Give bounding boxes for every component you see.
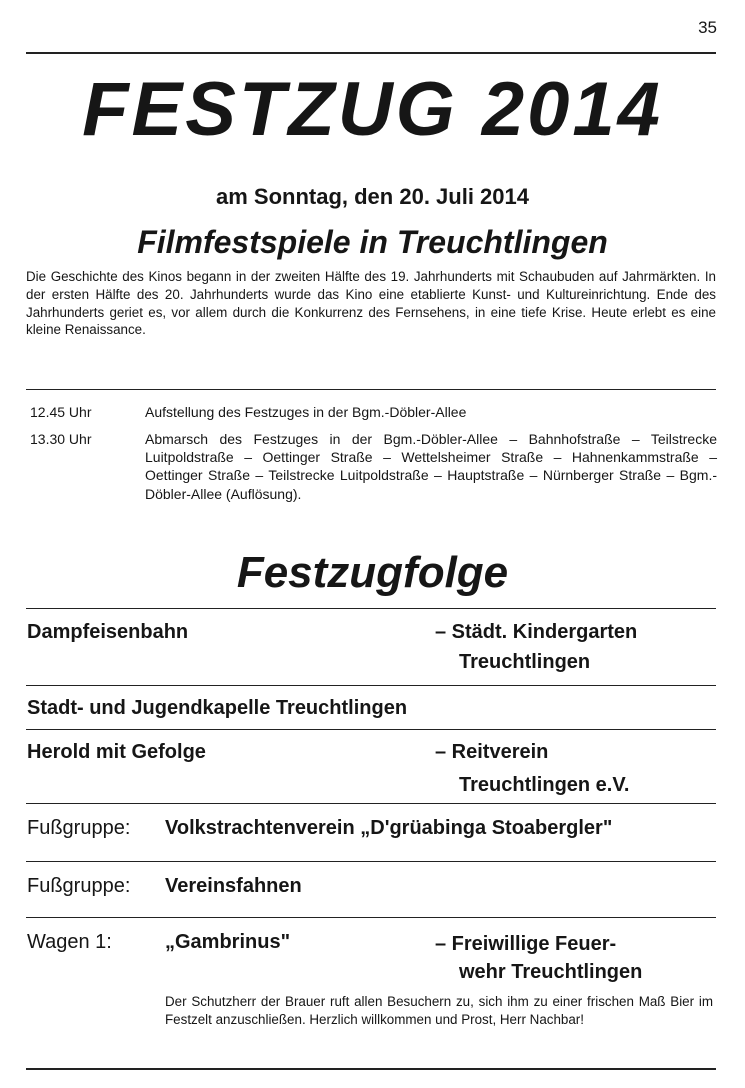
intro-paragraph: Die Geschichte des Kinos begann in der zweiten Hälfte des 19. Jahrhunderts mit Schaubuden auf Jahrmärkten. In der ersten Hälfte des 20. Jahrhunderts wurde das Kino eine etablierte Kunst- und Kultureinrichtung. Ende des Jahrhunderts geriet es, vor allem durch die Konkurrenz des Fernsehens, in eine tiefe Krise. Heute erlebt es eine kleine Renaissance. — [26, 269, 716, 338]
schedule-text: Abmarsch des Festzuges in der Bgm.-Döbler-Allee – Bahnhofstraße – Teilstrecke Luitpoldstraße – Oettinger Straße – Wettelsheimer Straße – Hahnenkammstraße – Oettinger Straße – Teilstrecke Luitpoldstraße – Hauptstraße – Nürnberger Straße – Bgm.-Döbler-Allee (Auflösung). — [145, 431, 717, 502]
festzugfolge-heading: Festzugfolge — [236, 548, 509, 597]
entry-sponsor: – Reitverein — [435, 741, 549, 763]
entry-name: Vereinsfahnen — [165, 875, 302, 897]
entry-name: Stadt- und Jugendkapelle Treuchtlingen — [27, 697, 408, 719]
rule — [26, 861, 716, 862]
entry-name: Dampfeisenbahn — [27, 621, 189, 643]
top-rule — [26, 52, 716, 54]
schedule-time: 13.30 Uhr — [30, 431, 92, 447]
schedule-time: 12.45 Uhr — [30, 404, 92, 420]
entry-sponsor: Treuchtlingen e.V. — [459, 774, 630, 796]
entry-sponsor: – Freiwillige Feuer- — [435, 933, 617, 955]
page-number: 35 — [698, 18, 717, 37]
entry-sponsor: – Städt. Kindergarten — [435, 621, 638, 643]
rule — [26, 917, 716, 918]
schedule-rule — [26, 389, 716, 390]
page-title: FESTZUG 2014 — [82, 67, 663, 152]
entry-label: Wagen 1: — [27, 931, 112, 953]
entry-sponsor: Treuchtlingen — [459, 651, 591, 673]
entry-label: Fußgruppe: — [27, 875, 131, 897]
entry-name: „Gambrinus" — [165, 931, 291, 953]
date-line: am Sonntag, den 20. Juli 2014 — [216, 184, 529, 209]
schedule-text: Aufstellung des Festzuges in der Bgm.-Döbler-Allee — [145, 404, 467, 420]
entry-name: Volkstrachtenverein „D'grüabinga Stoabergler" — [165, 817, 613, 839]
rule — [26, 685, 716, 686]
rule — [26, 608, 716, 609]
subtitle: Filmfestspiele in Treuchtlingen — [137, 224, 608, 260]
bottom-rule — [26, 1068, 716, 1070]
entry-sponsor: wehr Treuchtlingen — [459, 961, 643, 983]
entry-description: Der Schutzherr der Brauer ruft allen Besuchern zu, sich ihm zu einer frischen Maß Bier im Festzelt anzuschließen. Herzlich willkommen und Prost, Herr Nachbar! — [165, 994, 713, 1027]
rule — [26, 729, 716, 730]
entry-label: Fußgruppe: — [27, 817, 131, 839]
rule — [26, 803, 716, 804]
entry-name: Herold mit Gefolge — [27, 741, 206, 763]
